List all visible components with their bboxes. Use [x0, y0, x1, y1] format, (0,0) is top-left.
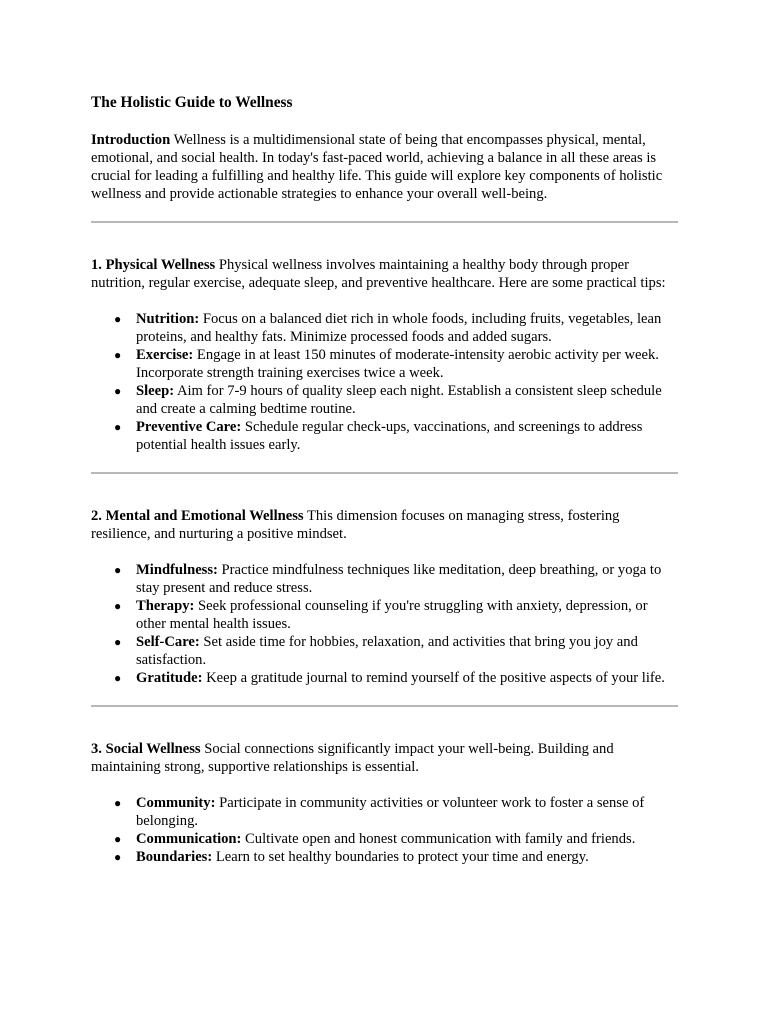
- section-divider: [91, 221, 678, 223]
- bullet-icon: ●: [114, 348, 122, 362]
- item-text: Keep a gratitude journal to remind yourself of the positive aspects of your life.: [202, 670, 665, 686]
- bullet-icon: ●: [114, 832, 122, 846]
- item-label: Communication:: [136, 831, 242, 847]
- bullet-icon: ●: [114, 850, 122, 864]
- item-text: Aim for 7-9 hours of quality sleep each night. Establish a consistent sleep schedule and create a calming bedtime routine.: [136, 383, 662, 417]
- bullet-icon: ●: [114, 796, 122, 810]
- tips-list: [91, 794, 678, 866]
- section-social-wellness: [91, 740, 678, 866]
- list-item: [114, 794, 678, 830]
- bullet-icon: ●: [114, 563, 122, 577]
- item-text: Engage in at least 150 minutes of moderate-intensity aerobic activity per week. Incorporate strength training exercises twice a week.: [136, 347, 659, 381]
- section-physical-wellness: [91, 256, 678, 454]
- intro-heading: Introduction: [91, 132, 171, 148]
- tips-list: [91, 310, 678, 454]
- section-heading: 3. Social Wellness: [91, 741, 201, 757]
- section-heading: 2. Mental and Emotional Wellness: [91, 508, 304, 524]
- item-label: Boundaries:: [136, 849, 213, 865]
- item-label: Preventive Care:: [136, 419, 242, 435]
- section-divider: [91, 472, 678, 474]
- item-label: Self-Care:: [136, 634, 200, 650]
- item-text: Cultivate open and honest communication with family and friends.: [241, 831, 636, 847]
- item-label: Nutrition:: [136, 311, 200, 327]
- section-heading: 1. Physical Wellness: [91, 257, 216, 273]
- list-item: [114, 382, 678, 418]
- item-text: Focus on a balanced diet rich in whole foods, including fruits, vegetables, lean proteins, and healthy fats. Minimize processed foods and added sugars.: [136, 311, 662, 345]
- intro-text: Wellness is a multidimensional state of being that encompasses physical, mental, emotional, and social health. In today's fast-paced world, achieving a balance in all these areas is crucial for leading a fulfilling and healthy life. This guide will explore key components of holistic wellness and provide actionable strategies to enhance your overall well-being.: [91, 132, 663, 202]
- item-text: Set aside time for hobbies, relaxation, and activities that bring you joy and satisfaction.: [136, 634, 638, 668]
- item-text: Learn to set healthy boundaries to protect your time and energy.: [212, 849, 589, 865]
- list-item: [114, 310, 678, 346]
- tips-list: [91, 561, 678, 687]
- item-text: Schedule regular check-ups, vaccinations, and screenings to address potential health issues early.: [136, 419, 643, 453]
- section-paragraph: [91, 740, 678, 776]
- item-label: Therapy:: [136, 598, 195, 614]
- item-text: Practice mindfulness techniques like meditation, deep breathing, or yoga to stay present and reduce stress.: [136, 562, 662, 596]
- section-text: Social connections significantly impact your well-being. Building and maintaining strong, supportive relationships is essential.: [91, 741, 614, 775]
- bullet-icon: ●: [114, 671, 122, 685]
- list-item: [114, 346, 678, 382]
- bullet-icon: ●: [114, 420, 122, 434]
- list-item: [114, 597, 678, 633]
- item-label: Community:: [136, 795, 216, 811]
- document-title: The Holistic Guide to Wellness: [91, 94, 293, 111]
- section-text: This dimension focuses on managing stress, fostering resilience, and nurturing a positive mindset.: [91, 508, 620, 542]
- section-paragraph: [91, 507, 678, 543]
- section-mental-emotional-wellness: [91, 507, 678, 687]
- section-paragraph: [91, 256, 678, 292]
- list-item: [114, 669, 678, 687]
- list-item: [114, 561, 678, 597]
- item-label: Sleep:: [136, 383, 175, 399]
- section-divider: [91, 705, 678, 707]
- item-label: Mindfulness:: [136, 562, 218, 578]
- list-item: [114, 633, 678, 669]
- item-text: Seek professional counseling if you're struggling with anxiety, depression, or other mental health issues.: [136, 598, 648, 632]
- intro-paragraph: [91, 131, 678, 203]
- bullet-icon: ●: [114, 635, 122, 649]
- bullet-icon: ●: [114, 599, 122, 613]
- list-item: [114, 830, 678, 848]
- item-text: Participate in community activities or volunteer work to foster a sense of belonging.: [136, 795, 645, 829]
- bullet-icon: ●: [114, 384, 122, 398]
- section-text: Physical wellness involves maintaining a healthy body through proper nutrition, regular exercise, adequate sleep, and preventive healthcare. Here are some practical tips:: [91, 257, 666, 291]
- list-item: [114, 848, 678, 866]
- bullet-icon: ●: [114, 312, 122, 326]
- item-label: Exercise:: [136, 347, 194, 363]
- list-item: [114, 418, 678, 454]
- item-label: Gratitude:: [136, 670, 203, 686]
